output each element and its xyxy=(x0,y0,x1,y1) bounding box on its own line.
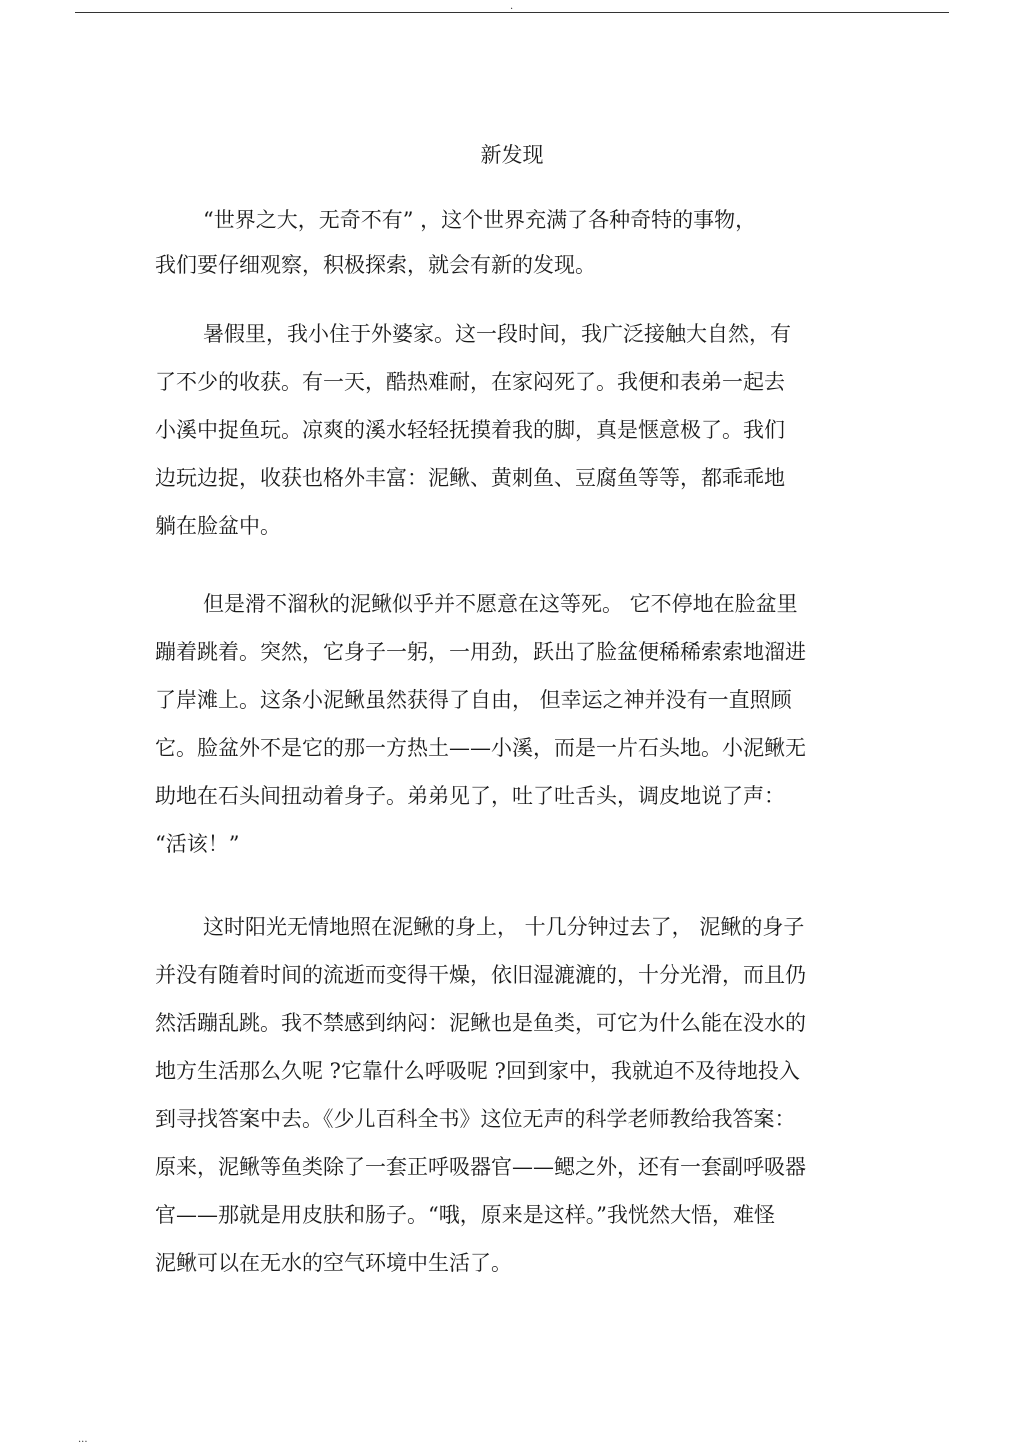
paragraph-line: 蹦着跳着。突然，它身子一躬，一用劲，跃出了脸盆便稀稀索索地溜进 xyxy=(155,640,806,664)
header-mark: . xyxy=(510,1,514,12)
paragraph-line: 边玩边捉，收获也格外丰富：泥鳅、黄刺鱼、豆腐鱼等等，都乖乖地 xyxy=(155,466,785,490)
paragraph-line: 地方生活那么久呢 ?它靠什么呼吸呢 ?回到家中，我就迫不及待地投入 xyxy=(155,1059,800,1083)
paragraph-line: “活该！” xyxy=(155,832,240,856)
paragraph-line: 但是滑不溜秋的泥鳅似乎并不愿意在这等死。 它不停地在脸盆里 xyxy=(203,592,798,616)
paragraph-line: 助地在石头间扭动着身子。弟弟见了，吐了吐舌头，调皮地说了声： xyxy=(155,784,785,808)
paragraph-line: 官——那就是用皮肤和肠子。“哦，原来是这样。”我恍然大悟，难怪 xyxy=(155,1203,775,1227)
paragraph-line: 原来，泥鳅等鱼类除了一套正呼吸器官——鳃之外，还有一套副呼吸器 xyxy=(155,1155,806,1179)
paragraph-line: 然活蹦乱跳。我不禁感到纳闷：泥鳅也是鱼类，可它为什么能在没水的 xyxy=(155,1011,806,1035)
paragraph-line: 泥鳅可以在无水的空气环境中生活了。 xyxy=(155,1251,512,1275)
paragraph-line: 这时阳光无情地照在泥鳅的身上， 十几分钟过去了， 泥鳅的身子 xyxy=(203,915,805,939)
header-rule xyxy=(75,12,949,13)
paragraph-line: 了岸滩上。这条小泥鳅虽然获得了自由， 但幸运之神并没有一直照顾 xyxy=(155,688,792,712)
paragraph-line: 并没有随着时间的流逝而变得干燥，依旧湿漉漉的，十分光滑，而且仍 xyxy=(155,963,806,987)
footer-mark: ... xyxy=(78,1434,88,1445)
paragraph-line: 到寻找答案中去。《少儿百科全书》这位无声的科学老师教给我答案： xyxy=(155,1107,796,1131)
paragraph-line: 暑假里，我小住于外婆家。这一段时间，我广泛接触大自然，有 xyxy=(203,322,791,346)
page-title: 新发现 xyxy=(480,143,544,167)
paragraph-line: 我们要仔细观察，积极探索，就会有新的发现。 xyxy=(155,253,596,277)
paragraph-line: 躺在脸盆中。 xyxy=(155,514,281,538)
paragraph-4 xyxy=(155,903,855,1287)
paragraph-3 xyxy=(155,580,855,868)
paragraph-line: 小溪中捉鱼玩。凉爽的溪水轻轻抚摸着我的脚，真是惬意极了。我们 xyxy=(155,418,785,442)
paragraph-line: 它。脸盆外不是它的那一方热土——小溪，而是一片石头地。小泥鳅无 xyxy=(155,736,806,760)
paragraph-line: 了不少的收获。有一天，酷热难耐，在家闷死了。我便和表弟一起去 xyxy=(155,370,785,394)
paragraph-2 xyxy=(155,310,855,550)
paragraph-1 xyxy=(155,198,855,288)
paragraph-line: “世界之大，无奇不有” ，这个世界充满了各种奇特的事物， xyxy=(203,208,757,232)
